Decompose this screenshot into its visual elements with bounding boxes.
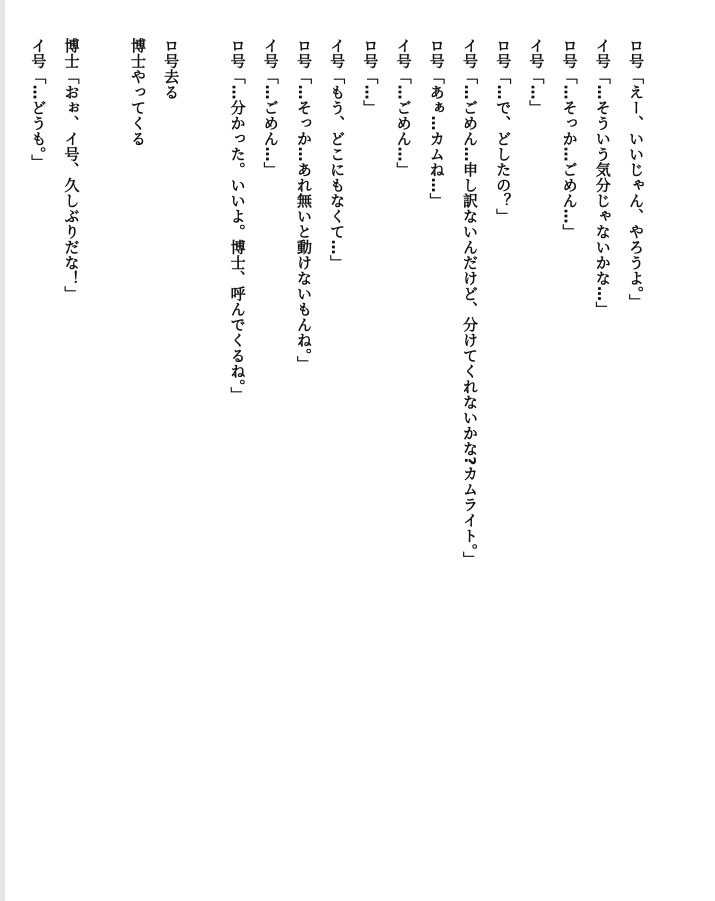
script-line: イ号「…そういう気分じゃないかな…」 [593, 38, 612, 317]
script-line: 博士「おぉ、イ号、久しぶりだな！」 [62, 38, 81, 302]
blank-line [187, 38, 220, 878]
vertical-script-text [21, 38, 652, 878]
script-line: イ号「…」 [527, 38, 546, 116]
script-line: ロ号「…」 [361, 38, 380, 116]
script-line: ロ号「…で、どしたの？」 [494, 38, 513, 224]
script-line: イ号「…ごめん…」 [394, 38, 413, 178]
stage-direction: 博士やってくる [128, 38, 147, 147]
script-line: ロ号「えー、いいじゃん、やろうよ。」 [627, 38, 645, 310]
script-line: ロ号「…分かった。いいよ。博士、呼んでくるね。」 [228, 38, 247, 403]
script-line: イ号「…ごめん…」 [261, 38, 280, 178]
script-line: ロ号「…そっか…あれ無いと動けないもんね。」 [294, 38, 313, 372]
blank-line [88, 38, 121, 878]
script-line: イ号「…ごめん…申し訳ないんだけど、分けてくれないかな?カムライト。」 [460, 38, 479, 567]
document-page [5, 0, 715, 901]
script-line: イ号「…どうも。」 [29, 38, 48, 170]
script-line: ロ号「あぁ…カムね…」 [427, 38, 446, 209]
script-line: ロ号「…そっか…ごめん…」 [560, 38, 579, 240]
script-line: イ号「もう、どこにもなくて…」 [328, 38, 347, 271]
stage-direction: ロ号去る [162, 38, 181, 100]
